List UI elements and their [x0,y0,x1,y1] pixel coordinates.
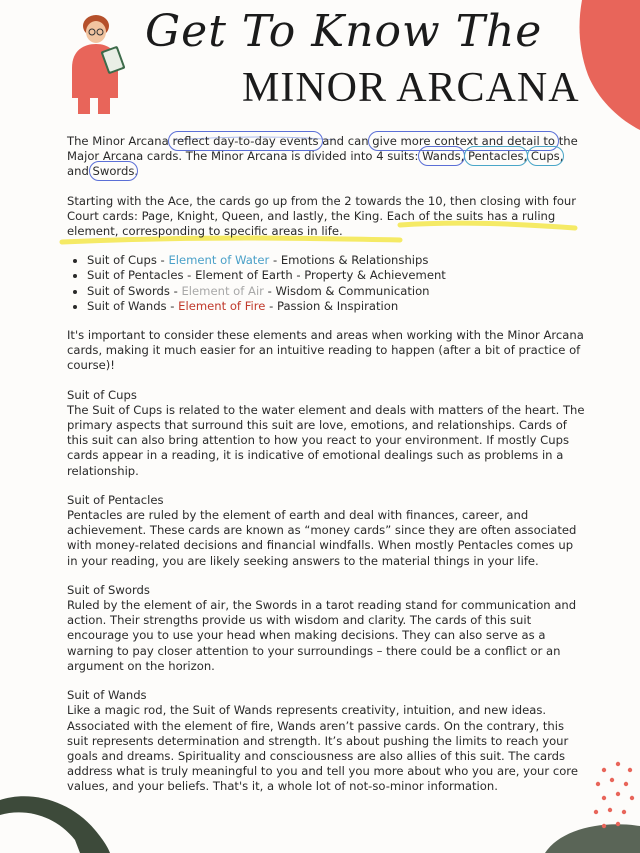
section-body: Ruled by the element of air, the Swords in a tarot reading stand for communication and action. Their strengths provide us with wisdom and clarity. The cards of this suit encourage you to use your head when making decisions. They can also serve as a warning to pay closer attention to your surroundings – there could be a conflict or an argument on the horizon. [67,598,577,673]
article-body [67,134,587,809]
circled-cups: Cups [530,149,560,164]
suits-element-list [67,253,587,314]
section-body: The Suit of Cups is related to the water element and deals with matters of the heart. The primary aspects that surround this suit are love, emotions, and relationships. Cards of this suit can also bring attention to how you react to your environment. If mostly Cups cards appear in a reading, it is indicative of emotional dealings such as problems in a relationship. [67,402,585,478]
list-item: • Suit of Wands - Element of Fire - Passion & Inspiration [87,299,587,314]
section-body: Like a magic rod, the Suit of Wands represents creativity, intuition, and new ideas. Associated with the element of fire, Wands aren’t passive cards. On the contrary, this suit represents determination and strength. It’s about pushing the limits to reach your goals and dreams. Spirituality and consciousness are also allies of this suit. The cards address what is truly meaningful to you and tell you more about who you are, your core values, and your beliefs. That's it, a whole lot of not-so-minor information. [67,703,578,794]
circled-swords: Swords [92,164,135,179]
circled-reflect-events: reflect day-to-day events [172,134,319,148]
section-cups [67,388,587,479]
important-paragraph: It's important to consider these elements and areas when working with the Minor Arcana cards, making it much easier for an intuitive reading to happen (after a bit of practice of course)! [67,328,584,373]
section-title: Suit of Swords [67,582,150,597]
section-title: Suit of Wands [67,688,147,703]
section-pentacles [67,493,587,569]
circled-pentacles: Pentacles [468,149,524,164]
list-item: • Suit of Pentacles - Element of Earth - Property & Achievement [87,268,587,283]
section-wands [67,688,587,794]
starting-paragraph: Starting with the Ace, the cards go up from the 2 towards the 10, then closing with four Court cards: Page, Knight, Queen, and lastly, the King. Each of the suits has a ruling element, corresponding to specific areas in life. [67,193,577,239]
circled-wands: Wands [422,149,461,164]
section-swords [67,583,587,674]
circled-more-context: give more context and detail to [372,134,556,148]
section-title: Suit of Cups [67,387,137,402]
script-heading: Get To Know The [145,6,543,57]
section-body: Pentacles are ruled by the element of earth and deal with finances, career, and achievement. These cards are known as “money cards” since they are often associated with money-related decisions and financial windfalls. When mostly Pentacles comes up in your reading, you are likely seeking answers to the material things in your life. [67,508,577,568]
highlighted-ruling-element: Each of the suits has a ruling element, corresponding to specific areas in life. [67,208,556,239]
section-title: Suit of Pentacles [67,492,164,507]
list-item: • Suit of Swords - Element of Air - Wisdom & Communication [87,284,587,299]
list-item: • Suit of Cups - Element of Water - Emotions & Relationships [87,253,587,268]
page-title: MINOR ARCANA [242,65,580,111]
intro-paragraph: The Minor Arcana reflect day-to-day events and can give more context and detail to the Major Arcana cards. The Minor Arcana is divided into 4 suits: Wands, Pentacles, Cups, and Swords. [67,134,578,179]
